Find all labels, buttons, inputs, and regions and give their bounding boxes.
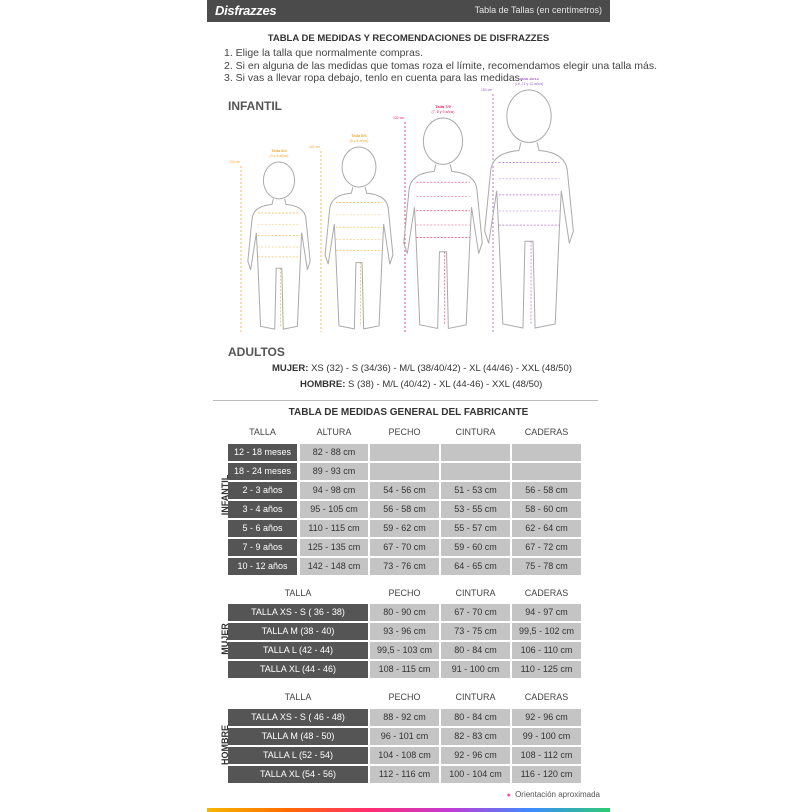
measure-cell: 94 - 98 cm — [300, 482, 368, 499]
height-label: 150 cm — [481, 88, 493, 92]
group-label-infantil: INFANTIL — [220, 474, 230, 516]
size-cell: TALLA XL (54 - 56) — [228, 766, 368, 783]
measure-cell — [370, 444, 439, 461]
size-cell: 12 - 18 meses — [228, 444, 297, 461]
measure-cell: 59 - 62 cm — [370, 520, 439, 537]
size-cell: TALLA XS - S ( 46 - 48) — [228, 709, 368, 726]
figure-body-outline — [404, 164, 482, 328]
column-header: PECHO — [388, 427, 421, 437]
size-cell: 2 - 3 años — [228, 482, 297, 499]
figure-body-outline — [325, 187, 393, 329]
header-title: Tabla de Tallas (en centímetros) — [474, 5, 602, 15]
infantil-title: INFANTIL — [228, 99, 282, 113]
column-header: CADERAS — [524, 427, 569, 437]
mujer-sizes: XS (32) - S (34/36) - M/L (38/40/42) - XL (44/46) - XXL (48/50) — [311, 363, 572, 374]
measure-cell: 99 - 100 cm — [512, 728, 581, 745]
size-cell: TALLA M (48 - 50) — [228, 728, 368, 745]
header-bar — [207, 0, 610, 22]
measure-cell: 80 - 84 cm — [441, 709, 510, 726]
measure-cell: 116 - 120 cm — [512, 766, 581, 783]
size-cell: 18 - 24 meses — [228, 463, 297, 480]
measure-cell: 64 - 65 cm — [441, 558, 510, 575]
measure-cell: 62 - 64 cm — [512, 520, 581, 537]
measure-cell: 100 - 104 cm — [441, 766, 510, 783]
figure-size-label: Talla 5/6 — [351, 133, 367, 138]
measure-cell: 89 - 93 cm — [300, 463, 368, 480]
measure-cell: 142 - 148 cm — [300, 558, 368, 575]
measure-cell — [441, 463, 510, 480]
hombre-sizes-row — [300, 379, 542, 390]
recommendation-item: 1. Elige la talla que normalmente compras. — [224, 47, 424, 59]
section-divider — [213, 400, 598, 401]
measure-cell: 93 - 96 cm — [370, 623, 439, 640]
measure-cell: 92 - 96 cm — [512, 709, 581, 726]
footer-note — [507, 790, 600, 799]
measure-cell: 53 - 55 cm — [441, 501, 510, 518]
column-header: CINTURA — [455, 427, 496, 437]
size-figures-illustration — [225, 78, 610, 338]
figure-age-label: (5 y 6 años) — [349, 139, 369, 143]
height-label: 104 cm — [229, 160, 241, 164]
adultos-title: ADULTOS — [228, 345, 285, 359]
measure-cell: 99,5 - 103 cm — [370, 642, 439, 659]
column-header: CADERAS — [524, 588, 569, 598]
measure-cell: 96 - 101 cm — [370, 728, 439, 745]
column-header: CADERAS — [524, 692, 569, 702]
measure-cell: 92 - 96 cm — [441, 747, 510, 764]
measure-cell — [512, 444, 581, 461]
measure-cell: 59 - 60 cm — [441, 539, 510, 556]
figure-body-outline — [248, 199, 310, 329]
measure-cell: 67 - 70 cm — [370, 539, 439, 556]
mujer-label: MUJER: — [272, 363, 309, 374]
measure-cell: 51 - 53 cm — [441, 482, 510, 499]
footer-color-bar — [207, 808, 610, 812]
measure-cell: 80 - 90 cm — [370, 604, 439, 621]
measure-cell: 95 - 105 cm — [300, 501, 368, 518]
figure-head — [507, 90, 551, 142]
size-cell: TALLA XS - S ( 36 - 38) — [228, 604, 368, 621]
column-header: CINTURA — [455, 692, 496, 702]
measure-cell: 73 - 76 cm — [370, 558, 439, 575]
size-cell: 7 - 9 años — [228, 539, 297, 556]
group-label-hombre: HOMBRE — [220, 725, 230, 765]
size-cell: TALLA L (52 - 54) — [228, 747, 368, 764]
column-header: TALLA — [284, 588, 312, 598]
measure-cell — [441, 444, 510, 461]
column-header: PECHO — [388, 588, 421, 598]
size-cell: TALLA M (38 - 40) — [228, 623, 368, 640]
figure-age-label: (7, 8 y 9 años) — [431, 110, 455, 114]
measure-cell — [370, 463, 439, 480]
column-header: CINTURA — [455, 588, 496, 598]
measure-cell: 82 - 83 cm — [441, 728, 510, 745]
figure-head — [263, 162, 294, 199]
column-header: TALLA — [249, 427, 276, 437]
measure-cell: 54 - 56 cm — [370, 482, 439, 499]
measure-cell: 58 - 60 cm — [512, 501, 581, 518]
measure-cell: 112 - 116 cm — [370, 766, 439, 783]
measure-cell: 125 - 135 cm — [300, 539, 368, 556]
recommendations-title: TABLA DE MEDIDAS Y RECOMENDACIONES DE DISFRAZZES — [267, 33, 550, 44]
figure-head — [423, 118, 462, 164]
hombre-sizes: S (38) - M/L (40/42) - XL (44-46) - XXL (48/50) — [348, 379, 543, 390]
mujer-sizes-row — [272, 363, 572, 374]
measure-cell: 56 - 58 cm — [370, 501, 439, 518]
column-header: ALTURA — [316, 427, 352, 437]
measure-cell: 67 - 72 cm — [512, 539, 581, 556]
figure-size-label: Talla 10/12 — [519, 78, 539, 81]
measure-cell: 91 - 100 cm — [441, 661, 510, 678]
measure-cell: 75 - 78 cm — [512, 558, 581, 575]
measure-cell: 88 - 92 cm — [370, 709, 439, 726]
figure-size-label: Talla 3/4 — [271, 148, 287, 153]
figure-age-label: (10, 11 y 12 años) — [514, 82, 544, 86]
measure-cell: 82 - 88 cm — [300, 444, 368, 461]
recommendation-item: 3. Si vas a llevar ropa debajo, tenlo en cuenta para las medidas. — [224, 72, 523, 84]
figure-size-label: Talla 7/9 — [435, 104, 451, 109]
height-label: 116 cm — [309, 145, 320, 149]
bullet-icon: ● — [506, 792, 511, 799]
hombre-label: HOMBRE: — [300, 379, 346, 390]
figures-svg — [225, 78, 610, 338]
footer-note-text: Orientación aproximada — [515, 790, 600, 799]
measure-cell: 110 - 115 cm — [300, 520, 368, 537]
figure-age-label: (3 y 4 años) — [269, 154, 289, 158]
measure-cell: 55 - 57 cm — [441, 520, 510, 537]
measure-cell — [512, 463, 581, 480]
measure-cell: 67 - 70 cm — [441, 604, 510, 621]
measure-cell: 110 - 125 cm — [512, 661, 581, 678]
figure-body-outline — [485, 142, 574, 328]
size-cell: TALLA XL (44 - 46) — [228, 661, 368, 678]
group-label-mujer: MUJER — [220, 623, 230, 655]
measure-cell: 104 - 108 cm — [370, 747, 439, 764]
column-header: PECHO — [388, 692, 421, 702]
size-cell: 10 - 12 años — [228, 558, 297, 575]
size-cell: 5 - 6 años — [228, 520, 297, 537]
table-title: TABLA DE MEDIDAS GENERAL DEL FABRICANTE — [288, 407, 529, 418]
size-cell: TALLA L (42 - 44) — [228, 642, 368, 659]
column-header: TALLA — [284, 692, 312, 702]
measure-cell: 56 - 58 cm — [512, 482, 581, 499]
measure-cell: 80 - 84 cm — [441, 642, 510, 659]
recommendation-item: 2. Si en alguna de las medidas que tomas roza el límite, recomendamos elegir una talla más. — [224, 59, 658, 72]
brand-logo: Disfrazzes — [215, 3, 277, 18]
figure-head — [342, 147, 376, 187]
measure-cell: 94 - 97 cm — [512, 604, 581, 621]
height-label: 132 cm — [393, 116, 405, 120]
measure-cell: 99,5 - 102 cm — [512, 623, 581, 640]
measure-cell: 108 - 115 cm — [370, 661, 439, 678]
size-cell: 3 - 4 años — [228, 501, 297, 518]
measure-cell: 108 - 112 cm — [512, 747, 581, 764]
measure-cell: 73 - 75 cm — [441, 623, 510, 640]
measure-cell: 106 - 110 cm — [512, 642, 581, 659]
